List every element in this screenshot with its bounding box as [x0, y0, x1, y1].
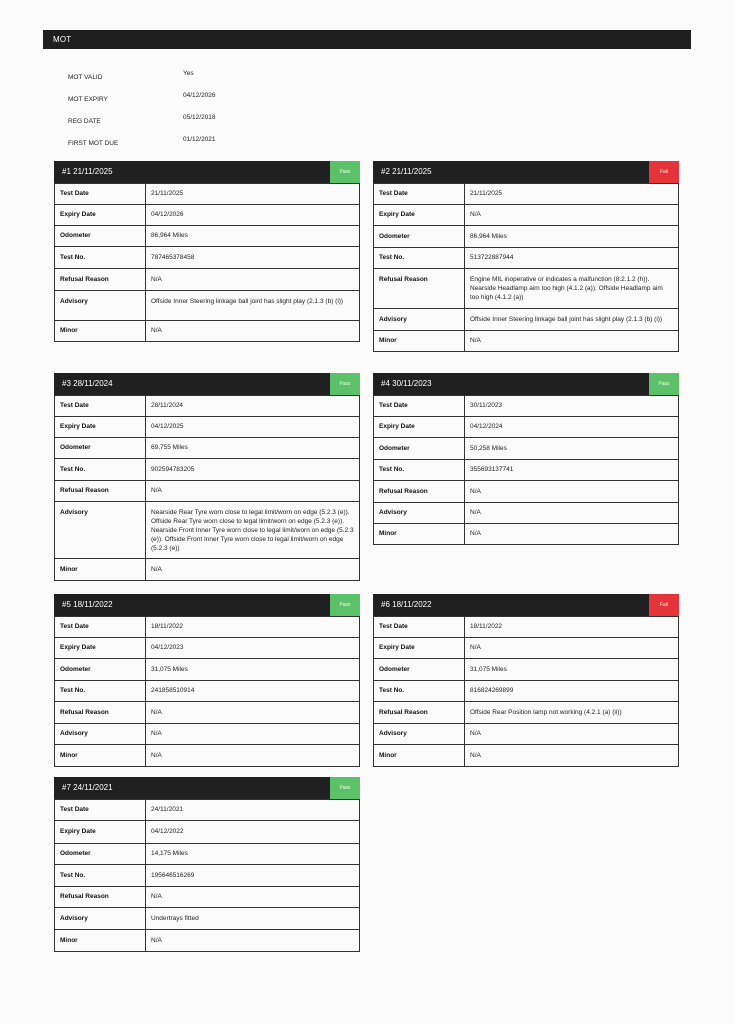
detail-value: N/A — [146, 887, 360, 908]
result-badge: Pass — [330, 777, 360, 799]
detail-value: 241858510914 — [146, 681, 360, 702]
summary-value: 05/12/2018 — [183, 114, 216, 121]
detail-row-test-no — [55, 459, 360, 481]
summary-label: MOT EXPIRY — [68, 96, 108, 103]
detail-label: Test No. — [374, 681, 465, 702]
detail-label: Test Date — [374, 396, 465, 417]
detail-label: Test Date — [55, 800, 146, 821]
detail-row-odometer — [55, 438, 360, 459]
detail-value: N/A — [146, 321, 360, 342]
detail-row-minor — [55, 321, 360, 342]
mot-test-details-table — [373, 616, 679, 767]
summary-value: Yes — [183, 70, 194, 77]
detail-label: Test Date — [55, 617, 146, 638]
detail-value: N/A — [146, 559, 360, 581]
detail-row-test-no — [55, 865, 360, 887]
detail-label: Expiry Date — [55, 638, 146, 659]
result-badge: Pass — [330, 161, 360, 183]
summary-label: REG DATE — [68, 118, 101, 125]
detail-label: Expiry Date — [55, 821, 146, 844]
detail-label: Expiry Date — [374, 417, 465, 438]
detail-row-refusal-reason — [55, 269, 360, 291]
detail-row-odometer — [55, 844, 360, 865]
mot-test-details-table — [54, 799, 360, 952]
detail-label: Odometer — [55, 438, 146, 459]
detail-value: N/A — [465, 481, 679, 503]
detail-row-minor — [55, 745, 360, 767]
detail-value: 18/11/2022 — [146, 617, 360, 638]
detail-label: Odometer — [55, 844, 146, 865]
mot-test-title: #7 24/11/2021 — [62, 783, 113, 792]
detail-label: Test No. — [374, 460, 465, 481]
detail-value: N/A — [465, 524, 679, 545]
detail-row-expiry-date — [374, 638, 679, 659]
detail-value: N/A — [465, 331, 679, 352]
detail-value: N/A — [146, 724, 360, 745]
section-title-bar: MOT — [43, 30, 691, 49]
detail-value: 31,075 Miles — [465, 659, 679, 681]
detail-value: 513722887944 — [465, 248, 679, 269]
detail-label: Minor — [55, 930, 146, 952]
detail-value: 28/11/2024 — [146, 396, 360, 417]
summary-label: MOT VALID — [68, 74, 103, 81]
detail-label: Odometer — [374, 659, 465, 681]
detail-label: Test Date — [374, 184, 465, 205]
detail-row-refusal-reason — [55, 702, 360, 724]
detail-label: Advisory — [55, 502, 146, 559]
detail-value: 04/12/2025 — [146, 417, 360, 438]
detail-label: Refusal Reason — [55, 887, 146, 908]
detail-row-expiry-date — [374, 417, 679, 438]
detail-label: Expiry Date — [55, 417, 146, 438]
mot-test-title: #5 18/11/2022 — [62, 600, 113, 609]
detail-value: 21/11/2025 — [146, 184, 360, 205]
detail-row-expiry-date — [55, 821, 360, 844]
detail-value: N/A — [465, 503, 679, 524]
detail-row-test-no — [374, 248, 679, 269]
detail-row-odometer — [55, 659, 360, 681]
detail-label: Test Date — [55, 184, 146, 205]
detail-row-advisory — [55, 724, 360, 745]
detail-row-refusal-reason — [55, 887, 360, 908]
detail-label: Expiry Date — [374, 638, 465, 659]
detail-value: N/A — [465, 745, 679, 767]
detail-row-test-date — [55, 617, 360, 638]
detail-label: Refusal Reason — [55, 702, 146, 724]
detail-row-test-date — [55, 800, 360, 821]
detail-row-refusal-reason — [374, 481, 679, 503]
mot-test-card — [54, 373, 360, 581]
detail-row-minor — [374, 524, 679, 545]
detail-row-test-no — [55, 247, 360, 269]
detail-row-expiry-date — [374, 205, 679, 226]
result-badge: Pass — [330, 594, 360, 616]
detail-value: 04/12/2026 — [146, 205, 360, 226]
result-badge: Fail — [649, 161, 679, 183]
detail-label: Odometer — [55, 659, 146, 681]
mot-test-details-table — [54, 395, 360, 581]
detail-label: Test Date — [374, 617, 465, 638]
detail-value: Undertrays fitted — [146, 908, 360, 930]
detail-row-test-no — [374, 681, 679, 702]
mot-test-card — [373, 594, 679, 767]
detail-value: Offside Inner Steering linkage ball joint has slight play (2.1.3 (b) (i)) — [465, 309, 679, 331]
mot-test-card — [54, 777, 360, 952]
detail-label: Test No. — [55, 459, 146, 481]
mot-test-details-table — [373, 395, 679, 545]
detail-row-test-date — [374, 184, 679, 205]
detail-value: 18/11/2022 — [465, 617, 679, 638]
detail-row-refusal-reason — [374, 702, 679, 724]
summary-value: 04/12/2026 — [183, 92, 216, 99]
detail-label: Test Date — [55, 396, 146, 417]
detail-row-expiry-date — [55, 638, 360, 659]
detail-value: 21/11/2025 — [465, 184, 679, 205]
detail-value: N/A — [146, 481, 360, 502]
detail-value: 31,075 Miles — [146, 659, 360, 681]
summary-value: 01/12/2021 — [183, 136, 216, 143]
detail-label: Refusal Reason — [374, 481, 465, 503]
mot-test-header — [373, 161, 679, 183]
detail-label: Odometer — [55, 226, 146, 247]
mot-test-header — [373, 594, 679, 616]
detail-label: Expiry Date — [55, 205, 146, 226]
detail-value: 86,964 Miles — [146, 226, 360, 247]
detail-value: 902594783205 — [146, 459, 360, 481]
detail-label: Test No. — [55, 865, 146, 887]
detail-label: Advisory — [55, 908, 146, 930]
mot-test-card — [54, 594, 360, 767]
detail-row-odometer — [374, 438, 679, 460]
mot-test-card — [373, 161, 679, 352]
detail-label: Refusal Reason — [374, 269, 465, 309]
mot-test-header — [54, 594, 360, 616]
detail-value: N/A — [465, 724, 679, 745]
mot-test-title: #1 21/11/2025 — [62, 167, 113, 176]
detail-label: Advisory — [55, 724, 146, 745]
detail-value: N/A — [146, 702, 360, 724]
detail-value: N/A — [146, 269, 360, 291]
detail-value: 86,964 Miles — [465, 226, 679, 248]
detail-label: Minor — [374, 524, 465, 545]
mot-test-header — [54, 161, 360, 183]
detail-value: 04/12/2024 — [465, 417, 679, 438]
detail-value: 787465378458 — [146, 247, 360, 269]
detail-value: Offside Rear Position lamp not working (4.2.1 (a) (ii)) — [465, 702, 679, 724]
detail-row-test-no — [374, 460, 679, 481]
detail-row-odometer — [374, 659, 679, 681]
detail-row-minor — [374, 331, 679, 352]
detail-value: N/A — [465, 638, 679, 659]
detail-row-advisory — [374, 724, 679, 745]
detail-value: 14,175 Miles — [146, 844, 360, 865]
detail-row-odometer — [374, 226, 679, 248]
mot-test-header — [373, 373, 679, 395]
detail-row-refusal-reason — [55, 481, 360, 502]
detail-label: Test No. — [55, 681, 146, 702]
mot-test-details-table — [54, 616, 360, 767]
detail-label: Odometer — [374, 438, 465, 460]
mot-test-header — [54, 777, 360, 799]
detail-row-test-date — [55, 396, 360, 417]
detail-row-advisory — [374, 503, 679, 524]
summary-label: FIRST MOT DUE — [68, 140, 119, 147]
mot-test-title: #3 28/11/2024 — [62, 379, 113, 388]
mot-test-details-table — [373, 183, 679, 352]
detail-label: Minor — [55, 559, 146, 581]
result-badge: Fail — [649, 594, 679, 616]
detail-value: 24/11/2021 — [146, 800, 360, 821]
detail-label: Refusal Reason — [374, 702, 465, 724]
detail-label: Advisory — [374, 724, 465, 745]
mot-test-card — [54, 161, 360, 342]
result-badge: Pass — [649, 373, 679, 395]
mot-test-details-table — [54, 183, 360, 342]
detail-row-expiry-date — [55, 205, 360, 226]
detail-row-test-date — [55, 184, 360, 205]
detail-value: 816824269899 — [465, 681, 679, 702]
mot-test-header — [54, 373, 360, 395]
detail-label: Minor — [374, 331, 465, 352]
detail-label: Test No. — [55, 247, 146, 269]
detail-label: Advisory — [55, 291, 146, 321]
detail-row-minor — [55, 930, 360, 952]
detail-row-advisory — [374, 309, 679, 331]
detail-value: N/A — [465, 205, 679, 226]
result-badge: Pass — [330, 373, 360, 395]
detail-label: Test No. — [374, 248, 465, 269]
detail-row-expiry-date — [55, 417, 360, 438]
detail-row-test-no — [55, 681, 360, 702]
detail-row-minor — [374, 745, 679, 767]
detail-label: Expiry Date — [374, 205, 465, 226]
detail-row-minor — [55, 559, 360, 581]
detail-row-odometer — [55, 226, 360, 247]
detail-label: Advisory — [374, 503, 465, 524]
detail-value: 30/11/2023 — [465, 396, 679, 417]
detail-label: Refusal Reason — [55, 481, 146, 502]
detail-label: Refusal Reason — [55, 269, 146, 291]
detail-label: Minor — [374, 745, 465, 767]
detail-label: Minor — [55, 745, 146, 767]
detail-value: 69,755 Miles — [146, 438, 360, 459]
detail-label: Odometer — [374, 226, 465, 248]
detail-row-advisory — [55, 908, 360, 930]
detail-value: 04/12/2022 — [146, 821, 360, 844]
mot-test-card — [373, 373, 679, 545]
detail-row-advisory — [55, 502, 360, 559]
detail-value: 195646516269 — [146, 865, 360, 887]
detail-label: Minor — [55, 321, 146, 342]
mot-test-title: #2 21/11/2025 — [381, 167, 432, 176]
detail-value: N/A — [146, 745, 360, 767]
detail-value: 04/12/2023 — [146, 638, 360, 659]
detail-value: N/A — [146, 930, 360, 952]
detail-value: 355693137741 — [465, 460, 679, 481]
mot-test-title: #6 18/11/2022 — [381, 600, 432, 609]
mot-test-title: #4 30/11/2023 — [381, 379, 432, 388]
detail-value: 50,258 Miles — [465, 438, 679, 460]
detail-value: Offside Inner Steering linkage ball joint has slight play (2.1.3 (b) (i)) — [146, 291, 360, 321]
detail-row-advisory — [55, 291, 360, 321]
detail-row-refusal-reason — [374, 269, 679, 309]
detail-row-test-date — [374, 617, 679, 638]
detail-value: Engine MIL inoperative or indicates a malfunction (8.2.1.2 (h)). Nearside Headlamp aim too high (4.1.2 (a)). Offside Headlamp aim too high (4.1.2 (a)) — [465, 269, 679, 309]
detail-value: Nearside Rear Tyre worn close to legal limit/worn on edge (5.2.3 (e)). Offside Rear Tyre worn close to legal limit/worn on edge (5.2.3 (e)). Nearside Front Inner Tyre worn close to legal limit/worn on edge (5.2.3 (e)). Offside Front Inner Tyre worn close to legal limit/worn on edge (5.2.3 (e)) — [146, 502, 360, 559]
detail-row-test-date — [374, 396, 679, 417]
detail-label: Advisory — [374, 309, 465, 331]
